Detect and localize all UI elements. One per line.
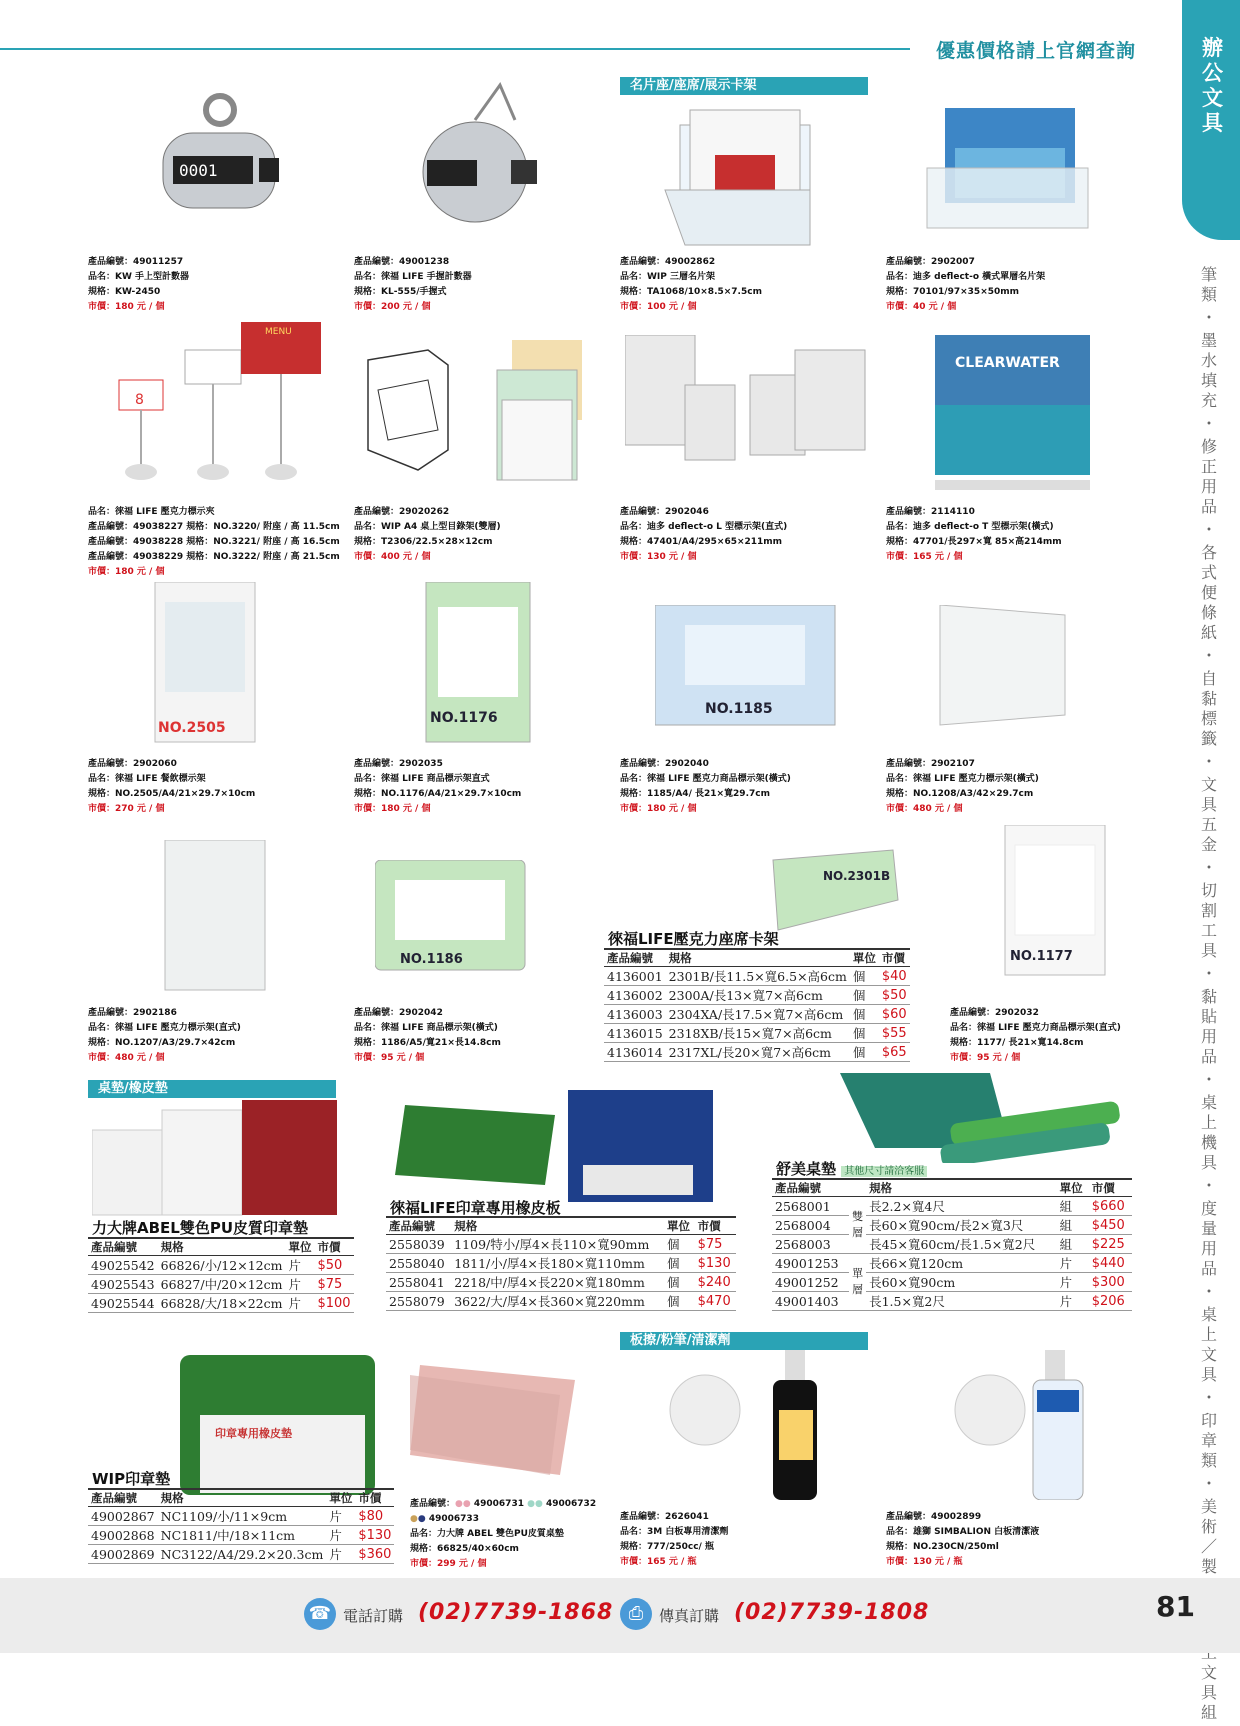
category-list: [1196, 262, 1222, 1726]
acrylic-sign-a3-image: [935, 605, 1075, 735]
category-item: ・: [1200, 1388, 1217, 1407]
clearwater-label: CLEARWATER: [955, 355, 1060, 371]
table-cell: 2300A/長13×寬7×高6cm: [666, 986, 850, 1005]
table-cell: 2558040: [386, 1254, 451, 1273]
product-info-3: 產品編號：49002862 品名：WIP 三層名片架 規格：TA1068/10×8.5×7.5cm 市價：100 元 / 個: [620, 257, 762, 312]
table-cell: $130: [355, 1526, 394, 1545]
table-cell: 2218/中/厚4×長220×寬180mm: [451, 1273, 664, 1292]
table-row: [88, 1275, 354, 1294]
table-cell: 片: [326, 1526, 355, 1545]
abel-stamp-table: [88, 1237, 354, 1313]
table-cell: $75: [695, 1235, 736, 1254]
table-header: 市價: [314, 1238, 353, 1256]
table-cell: $100: [314, 1294, 353, 1313]
table-cell: 49002869: [88, 1545, 158, 1564]
table-header: 市價: [1089, 1179, 1132, 1197]
product-info-5: 品名：徠福 LIFE 壓克力標示夾 產品編號：49038227 規格：NO.3220/ 附座 / 高 11.5cm 產品編號：49038228 規格：NO.3221/ 附座 / 高 16.5cm 產品編號：49038229 規格：NO.3222/ 附座 / 高 21.5cm 市價：180 元 / 個: [88, 507, 340, 577]
table-cell: $225: [1089, 1235, 1132, 1254]
table-cell: $55: [879, 1024, 910, 1043]
table-header: 規格: [158, 1489, 327, 1507]
category-item[interactable]: 修正用品: [1200, 437, 1217, 516]
table-cell: 個: [850, 1043, 879, 1062]
no2505-label: NO.2505: [158, 720, 226, 736]
category-item[interactable]: 文具五金: [1200, 775, 1217, 854]
table-cell: NC1109/小/11×9cm: [158, 1507, 327, 1526]
category-item[interactable]: 切割工具: [1200, 881, 1217, 960]
shumei-table: [772, 1178, 1132, 1311]
single-card-holder-image: [925, 108, 1090, 233]
table-header: 產品編號: [386, 1217, 451, 1235]
life-rubber-table-title: 徠福LIFE印章專用橡皮板: [390, 1199, 561, 1217]
t-sign-holder-image: [935, 335, 1095, 495]
table-cell: 長60×寬90cm: [866, 1273, 1057, 1292]
table-cell: 49001253: [772, 1254, 849, 1273]
3m-cleaner-image: [655, 1350, 865, 1500]
product-info-7: 產品編號：2902046 品名：迪多 deflect-o L 型標示架(直式) 規格：47401/A4/295×65×211mm 市價：130 元 / 個: [620, 507, 788, 562]
seat-card-table-title: 徠福LIFE壓克力座席卡架: [608, 930, 779, 948]
section-card-holders: 名片座/座席/展示卡架: [620, 77, 868, 95]
product-info-9: 產品編號：2902060 品名：徠福 LIFE 餐飲標示架 規格：NO.2505/A4/21×29.7×10cm 市價：270 元 / 個: [88, 759, 256, 814]
table-row: [88, 1526, 394, 1545]
table-row: [88, 1256, 354, 1275]
table-row: [604, 986, 910, 1005]
table-cell: $300: [1089, 1273, 1132, 1292]
no1185-label: NO.1185: [705, 701, 773, 717]
table-row: [772, 1216, 1132, 1235]
category-item[interactable]: 墨水填充: [1200, 331, 1217, 410]
product-info-8: 產品編號：2114110 品名：迪多 deflect-o T 型標示架(橫式) 規格：47701/長297×寬 85×高214mm 市價：165 元 / 個: [886, 507, 1062, 562]
catalog-rack-image: [482, 340, 592, 490]
category-item: ・: [1200, 964, 1217, 983]
table-cell: 49002867: [88, 1507, 158, 1526]
no2301b-label: NO.2301B: [823, 869, 891, 883]
table-cell: 片: [326, 1545, 355, 1564]
table-cell: 個: [664, 1273, 695, 1292]
product-info-16: 產品編號：2626041 品名：3M 白板專用清潔劑 規格：777/250cc/ 瓶 市價：165 元 / 瓶: [620, 1512, 729, 1567]
product-sign-1177-image: [1000, 825, 1115, 995]
table-cell: 片: [285, 1275, 314, 1294]
l-sign-holders-image: [625, 335, 875, 485]
product-sign-1185-image: [655, 605, 840, 735]
category-item: ・: [1200, 308, 1217, 327]
table-header: 產品編號: [88, 1489, 158, 1507]
product-info-15: 產品編號：2902032 品名：徠福 LIFE 壓克力商品標示架(直式) 規格：1177/ 長21×寬14.8cm 市價：95 元 / 個: [950, 1008, 1121, 1063]
table-header: 規格: [451, 1217, 664, 1235]
table-cell: 2558079: [386, 1292, 451, 1311]
table-row: [772, 1254, 1132, 1273]
table-cell: 個: [664, 1292, 695, 1311]
table-cell: 長2.2×寬4尺: [866, 1197, 1057, 1216]
table-cell: $240: [695, 1273, 736, 1292]
category-item[interactable]: 印章類: [1200, 1411, 1217, 1470]
table-cell: 49001252: [772, 1273, 849, 1292]
no1177-label: NO.1177: [1010, 949, 1073, 964]
table-cell: $40: [879, 967, 910, 986]
phone-label: 電話訂購: [343, 1607, 404, 1625]
product-sign-1186-image: [375, 860, 530, 985]
product-info-10: 產品編號：2902035 品名：徠福 LIFE 商品標示架直式 規格：NO.1176/A4/21×29.7×10cm 市價：180 元 / 個: [354, 759, 522, 814]
abel-stamp-pads-image: [92, 1100, 342, 1220]
category-item[interactable]: 筆類: [1200, 265, 1217, 304]
table-row: [386, 1273, 736, 1292]
product-info-12: 產品編號：2902107 品名：徠福 LIFE 壓克力標示架(橫式) 規格：NO.1208/A3/42×29.7cm 市價：480 元 / 個: [886, 759, 1039, 814]
table-header: 單位: [285, 1238, 314, 1256]
hand-counter-image: [155, 78, 285, 228]
table-cell: $360: [355, 1545, 394, 1564]
table-cell: 49025543: [88, 1275, 158, 1294]
wip-stamp-table: [88, 1488, 394, 1564]
table-cell: 片: [285, 1294, 314, 1313]
stand-number: 8: [135, 392, 144, 408]
restaurant-sign-holder-image: [150, 582, 265, 752]
table-header: 規格: [866, 1179, 1057, 1197]
category-item: ・: [1200, 520, 1217, 539]
table-cell: $50: [314, 1256, 353, 1275]
page-number: 81: [1156, 1590, 1195, 1623]
table-cell: 個: [664, 1254, 695, 1273]
table-cell: $450: [1089, 1216, 1132, 1235]
table-row: [772, 1292, 1132, 1311]
category-item[interactable]: 桌上文具: [1200, 1305, 1217, 1384]
table-cell: 3622/大/厚4×長360×寬220mm: [451, 1292, 664, 1311]
catalog-rack-diagram-image: [358, 340, 478, 490]
table-row: [386, 1254, 736, 1273]
category-item[interactable]: 文具組: [1200, 1663, 1217, 1722]
table-row: [604, 1043, 910, 1062]
table-cell: 組: [1057, 1235, 1089, 1254]
table-row: [772, 1197, 1132, 1216]
table-cell: 長1.5×寬2尺: [866, 1292, 1057, 1311]
acrylic-sign-vertical-image: [160, 840, 275, 1000]
category-tab-label: 辦公文具: [1202, 36, 1223, 135]
table-cell: 4136001: [604, 967, 666, 986]
table-cell: 片: [326, 1507, 355, 1526]
no1186-label: NO.1186: [400, 952, 463, 967]
abel-pu-info: 產品編號：●● 49006731 ●● 49006732 ●● 49006733 品名：力大牌 ABEL 雙色PU皮質桌墊 規格：66825/40×60cm 市價：299 元 / 個: [410, 1499, 597, 1569]
table-header: 市價: [695, 1217, 736, 1235]
category-item: ・: [1200, 414, 1217, 433]
table-cell: 長66×寬120cm: [866, 1254, 1057, 1273]
fax-icon: ⎙: [620, 1598, 652, 1630]
phone-number[interactable]: (02)7739-1868: [418, 1600, 614, 1625]
product-info-2: 產品編號：49001238 品名：徠福 LIFE 手握計數器 規格：KL-555/手握式 市價：200 元 / 個: [354, 257, 472, 312]
seat-card-holder-image: [763, 840, 903, 940]
table-cell: 4136003: [604, 1005, 666, 1024]
table-header: 規格: [158, 1238, 286, 1256]
table-cell: 個: [850, 1024, 879, 1043]
abel-table-title: 力大牌ABEL雙色PU皮質印章墊: [92, 1219, 309, 1237]
table-header: 產品編號: [772, 1179, 849, 1197]
table-header: 市價: [879, 949, 910, 967]
product-info-17: 產品編號：49002899 品名：雄獅 SIMBALION 白板清潔液 規格：NO.230CN/250ml 市價：130 元 / 瓶: [886, 1512, 1040, 1567]
table-cell: 組: [1057, 1216, 1089, 1235]
table-row: [88, 1294, 354, 1313]
table-header: 單位: [1057, 1179, 1089, 1197]
product-sign-1176-image: [418, 582, 538, 757]
category-item[interactable]: 自黏標籤: [1200, 669, 1217, 748]
product-info-13: 產品編號：2902186 品名：徠福 LIFE 壓克力標示架(直式) 規格：NO.1207/A3/29.7×42cm 市價：480 元 / 個: [88, 1008, 241, 1063]
life-rubber-table: [386, 1216, 736, 1311]
fax-label: 傳真訂購: [659, 1607, 720, 1625]
table-cell: 片: [1057, 1254, 1089, 1273]
menu-label: MENU: [265, 327, 292, 337]
table-cell: 4136014: [604, 1043, 666, 1062]
table-cell: 1811/小/厚4×長180×寬110mm: [451, 1254, 664, 1273]
table-cell: $440: [1089, 1254, 1132, 1273]
wip-stamp-pad-image: [180, 1355, 375, 1495]
table-header: 產品編號: [88, 1238, 158, 1256]
shumei-desk-mat-image: [840, 1073, 1130, 1163]
category-item: ・: [1200, 1070, 1217, 1089]
table-row: [772, 1273, 1132, 1292]
table-cell: 個: [850, 1005, 879, 1024]
stamp-mat-label: 印章專用橡皮墊: [215, 1427, 292, 1440]
hand-counter-2-image: [415, 80, 545, 230]
table-row: [604, 1005, 910, 1024]
table-header: 單位: [326, 1489, 355, 1507]
category-item[interactable]: 度量用品: [1200, 1199, 1217, 1278]
three-tier-card-holder-image: [660, 95, 820, 255]
header-rule: [0, 48, 910, 50]
no1176-label: NO.1176: [430, 710, 498, 726]
section-mats: 桌墊/橡皮墊: [88, 1080, 336, 1098]
table-cell: 片: [1057, 1273, 1089, 1292]
table-cell: $50: [879, 986, 910, 1005]
table-cell: 49025542: [88, 1256, 158, 1275]
table-cell: 49001403: [772, 1292, 849, 1311]
table-row: [386, 1292, 736, 1311]
table-header: 規格: [666, 949, 850, 967]
green-rubber-mat-image: [395, 1095, 560, 1190]
table-cell: NC3122/A4/29.2×20.3cm: [158, 1545, 327, 1564]
category-item: ・: [1200, 752, 1217, 771]
table-cell: 4136015: [604, 1024, 666, 1043]
acrylic-clip-stands-image: [115, 320, 345, 490]
table-cell: 1109/特小/厚4×長110×寬90mm: [451, 1235, 664, 1254]
table-row: [604, 1024, 910, 1043]
table-cell: $65: [879, 1043, 910, 1062]
table-cell: 片: [285, 1256, 314, 1275]
table-cell: $206: [1089, 1292, 1132, 1311]
table-header: 產品編號: [604, 949, 666, 967]
header-title: 優惠價格請上官網查詢: [936, 40, 1137, 62]
product-info-6: 產品編號：29020262 品名：WIP A4 桌上型目錄架(雙層) 規格：T2306/22.5×28×12cm 市價：400 元 / 個: [354, 507, 501, 562]
table-cell: $60: [879, 1005, 910, 1024]
table-cell: $75: [314, 1275, 353, 1294]
table-cell: 2568003: [772, 1235, 849, 1254]
category-item[interactable]: 各式便條紙: [1200, 543, 1217, 642]
simbalion-cleaner-image: [945, 1350, 1105, 1500]
table-cell: 個: [664, 1235, 695, 1254]
shumei-table-title: 舒美桌墊 其他尺寸請洽客服: [776, 1158, 927, 1179]
category-item[interactable]: 美術／製: [1200, 1497, 1217, 1576]
table-cell: 49002868: [88, 1526, 158, 1545]
category-item[interactable]: 桌上機具: [1200, 1093, 1217, 1172]
pu-desk-mat-image: [410, 1355, 580, 1480]
table-cell: $80: [355, 1507, 394, 1526]
category-item: ・: [1200, 858, 1217, 877]
table-cell: $470: [695, 1292, 736, 1311]
table-cell: 49025544: [88, 1294, 158, 1313]
table-header: 市價: [355, 1489, 394, 1507]
counter-digits: 0001: [179, 161, 218, 180]
table-cell: 長45×寬60cm/長1.5×寬2尺: [866, 1235, 1057, 1254]
product-info-1: 產品編號：49011257 品名：KW 手上型計數器 規格：KW-2450 市價：180 元 / 個: [88, 257, 190, 312]
table-header: 單位: [850, 949, 879, 967]
table-cell: 長60×寬90cm/長2×寬3尺: [866, 1216, 1057, 1235]
table-cell: 66827/中/20×12cm: [158, 1275, 286, 1294]
table-header: 單位: [664, 1217, 695, 1235]
group-label: 雙層: [849, 1197, 866, 1254]
table-cell: 2568004: [772, 1216, 849, 1235]
shumei-note: 其他尺寸請洽客服: [841, 1166, 927, 1177]
table-cell: 組: [1057, 1197, 1089, 1216]
rubber-mat-package-image: [568, 1090, 718, 1205]
table-row: [88, 1507, 394, 1526]
section-cleaners: 板擦/粉筆/清潔劑: [620, 1332, 868, 1350]
group-label: 單層: [849, 1254, 866, 1311]
wip-table-title: WIP印章墊: [92, 1470, 171, 1488]
table-cell: NC1811/中/18×11cm: [158, 1526, 327, 1545]
table-cell: 2558039: [386, 1235, 451, 1254]
category-item[interactable]: 黏貼用品: [1200, 987, 1217, 1066]
table-row: [88, 1545, 394, 1564]
table-cell: 2558041: [386, 1273, 451, 1292]
category-item: ・: [1200, 1176, 1217, 1195]
seat-card-table: [604, 948, 910, 1062]
table-cell: 個: [850, 986, 879, 1005]
table-cell: 2317XL/長20×寬7×高6cm: [666, 1043, 850, 1062]
table-cell: 2301B/長11.5×寬6.5×高6cm: [666, 967, 850, 986]
table-cell: 2568001: [772, 1197, 849, 1216]
product-info-14: 產品編號：2902042 品名：徠福 LIFE 商品標示架(橫式) 規格：1186/A5/寬21×長14.8cm 市價：95 元 / 個: [354, 1008, 501, 1063]
product-info-11: 產品編號：2902040 品名：徠福 LIFE 壓克力商品標示架(橫式) 規格：1185/A4/ 長21×寬29.7cm 市價：180 元 / 個: [620, 759, 791, 814]
table-cell: 66828/大/18×22cm: [158, 1294, 286, 1313]
category-item: ・: [1200, 1474, 1217, 1493]
table-row: [386, 1235, 736, 1254]
table-row: [604, 967, 910, 986]
table-cell: $660: [1089, 1197, 1132, 1216]
category-item: ・: [1200, 1282, 1217, 1301]
table-row: [772, 1235, 1132, 1254]
table-cell: 4136002: [604, 986, 666, 1005]
table-cell: 2318XB/長15×寬7×高6cm: [666, 1024, 850, 1043]
category-item: ・: [1200, 646, 1217, 665]
table-header: [849, 1179, 866, 1197]
table-cell: 個: [850, 967, 879, 986]
table-cell: 片: [1057, 1292, 1089, 1311]
table-cell: $130: [695, 1254, 736, 1273]
table-cell: 66826/小/12×12cm: [158, 1256, 286, 1275]
table-cell: 2304XA/長17.5×寬7×高6cm: [666, 1005, 850, 1024]
fax-number[interactable]: (02)7739-1808: [734, 1600, 930, 1625]
product-info-4: 產品編號：2902007 品名：迪多 deflect-o 橫式單層名片架 規格：70101/97×35×50mm 市價：40 元 / 個: [886, 257, 1046, 312]
phone-icon: ☎: [304, 1598, 336, 1630]
category-tab[interactable]: [1182, 0, 1240, 240]
